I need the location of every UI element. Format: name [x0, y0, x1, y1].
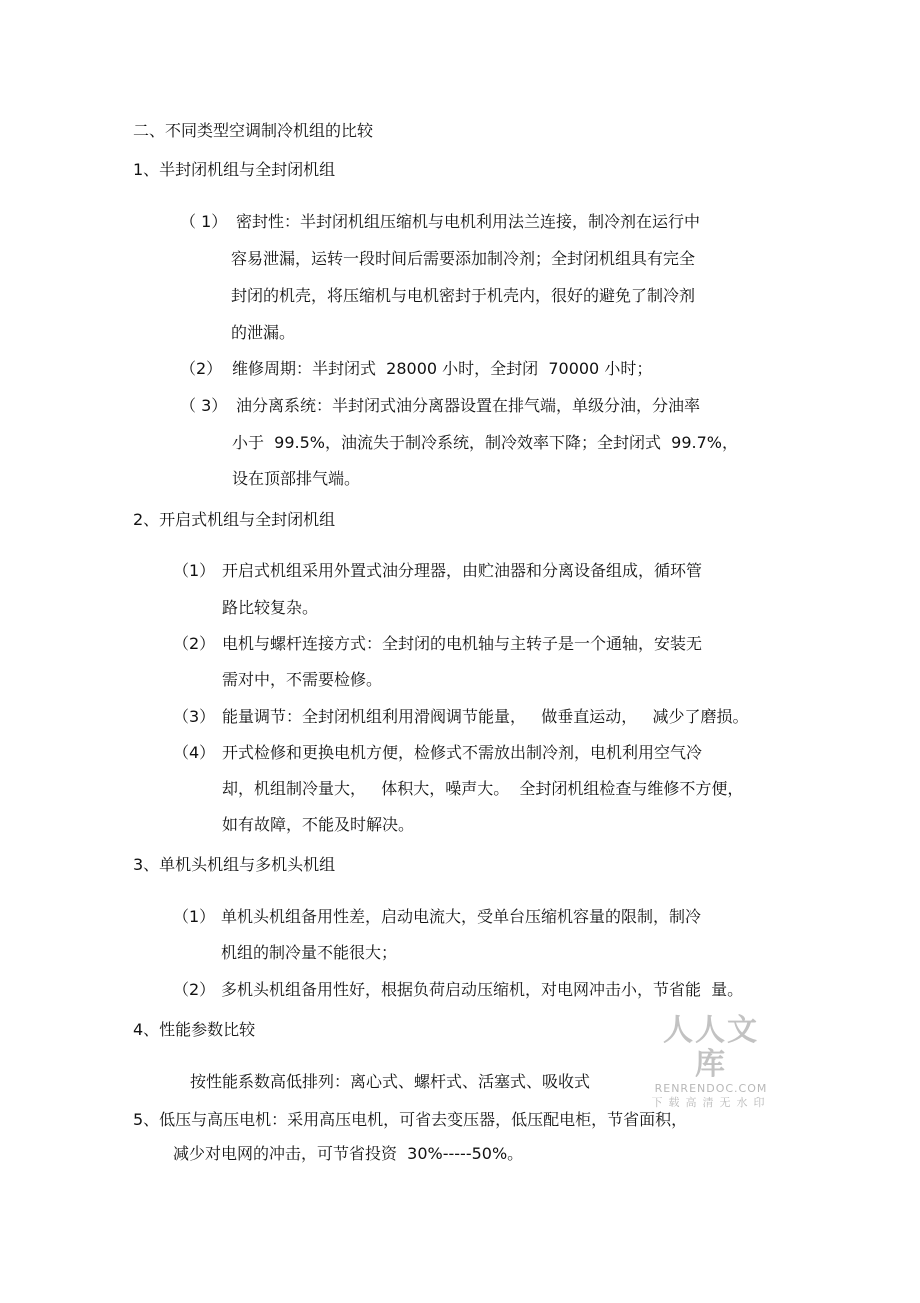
item-4-text: 按性能系数高低排列：离心式、螺杆式、活塞式、吸收式 [190, 1072, 591, 1091]
item-2-point-2-marker: （2） [173, 634, 216, 653]
item-1-point-3-line-2: 小于 99.5%，油流失于制冷系统，制冷效率下降；全封闭式 99.7%， [232, 433, 739, 452]
item-2-point-4-line-2: 却，机组制冷量大， 体积大，噪声大。 全封闭机组检查与维修不方便， [222, 779, 744, 798]
item-2-point-1-marker: （1） [173, 561, 216, 580]
item-1-point-3-marker: （ 3） [180, 396, 228, 415]
item-3-heading: 3、单机头机组与多机头机组 [133, 855, 336, 874]
item-3-point-2-marker: （2） [173, 980, 216, 999]
item-1-point-1-line-1: 密封性：半封闭机组压缩机与电机利用法兰连接，制冷剂在运行中 [236, 212, 701, 231]
item-5-heading: 5、低压与高压电机：采用高压电机，可省去变压器，低压配电柜，节省面积， [133, 1110, 688, 1129]
item-1-point-1-line-2: 容易泄漏，运转一段时间后需要添加制冷剂；全封闭机组具有完全 [231, 249, 696, 268]
watermark-main: 人人文库 [663, 1013, 759, 1082]
item-1-point-1-line-4: 的泄漏。 [231, 323, 296, 342]
item-2-point-1-line-2: 路比较复杂。 [222, 598, 319, 617]
item-3-point-1-line-1: 单机头机组备用性差，启动电流大，受单台压缩机容量的限制，制冷 [221, 907, 702, 926]
item-1-point-3-line-1: 油分离系统：半封闭式油分离器设置在排气端，单级分油，分油率 [236, 396, 701, 415]
item-1-point-1-marker: （ 1） [180, 212, 228, 231]
item-1-heading: 1、半封闭机组与全封闭机组 [133, 160, 336, 179]
item-2-point-3-marker: （3） [173, 707, 216, 726]
watermark-logo [648, 1014, 774, 1110]
item-2-point-3-line-1: 能量调节：全封闭机组利用滑阀调节能量， 做垂直运动， 减少了磨损。 [222, 707, 749, 726]
item-4-heading: 4、性能参数比较 [133, 1020, 256, 1039]
section-title: 二、不同类型空调制冷机组的比较 [133, 121, 374, 140]
item-3-point-1-line-2: 机组的制冷量不能很大； [221, 943, 398, 962]
item-5-text: 减少对电网的冲击，可节省投资 30%-----50%。 [173, 1144, 524, 1163]
item-3-point-2-line-1: 多机头机组备用性好，根据负荷启动压缩机，对电网冲击小，节省能 量。 [221, 980, 744, 999]
item-2-point-4-line-1: 开式检修和更换电机方便，检修式不需放出制冷剂，电机利用空气冷 [222, 743, 703, 762]
item-2-point-2-line-1: 电机与螺杆连接方式：全封闭的电机轴与主转子是一个通轴，安装无 [222, 634, 703, 653]
item-3-point-1-marker: （1） [173, 907, 216, 926]
item-2-point-2-line-2: 需对中，不需要检修。 [222, 670, 383, 689]
watermark-tagline: 下载高清无水印 [651, 1096, 771, 1109]
item-2-point-1-line-1: 开启式机组采用外置式油分理器，由贮油器和分离设备组成，循环管 [222, 561, 703, 580]
watermark-domain: RENRENDOC.COM [654, 1082, 768, 1095]
item-2-point-4-marker: （4） [173, 743, 216, 762]
item-1-point-1-line-3: 封闭的机壳，将压缩机与电机密封于机壳内，很好的避免了制冷剂 [231, 286, 696, 305]
item-1-point-3-line-3: 设在顶部排气端。 [232, 469, 361, 488]
item-1-point-2-line-1: 维修周期：半封闭式 28000 小时，全封闭 70000 小时； [232, 359, 653, 378]
item-2-heading: 2、开启式机组与全封闭机组 [133, 510, 336, 529]
item-1-point-2-marker: （2） [180, 359, 223, 378]
item-2-point-4-line-3: 如有故障，不能及时解决。 [222, 815, 415, 834]
